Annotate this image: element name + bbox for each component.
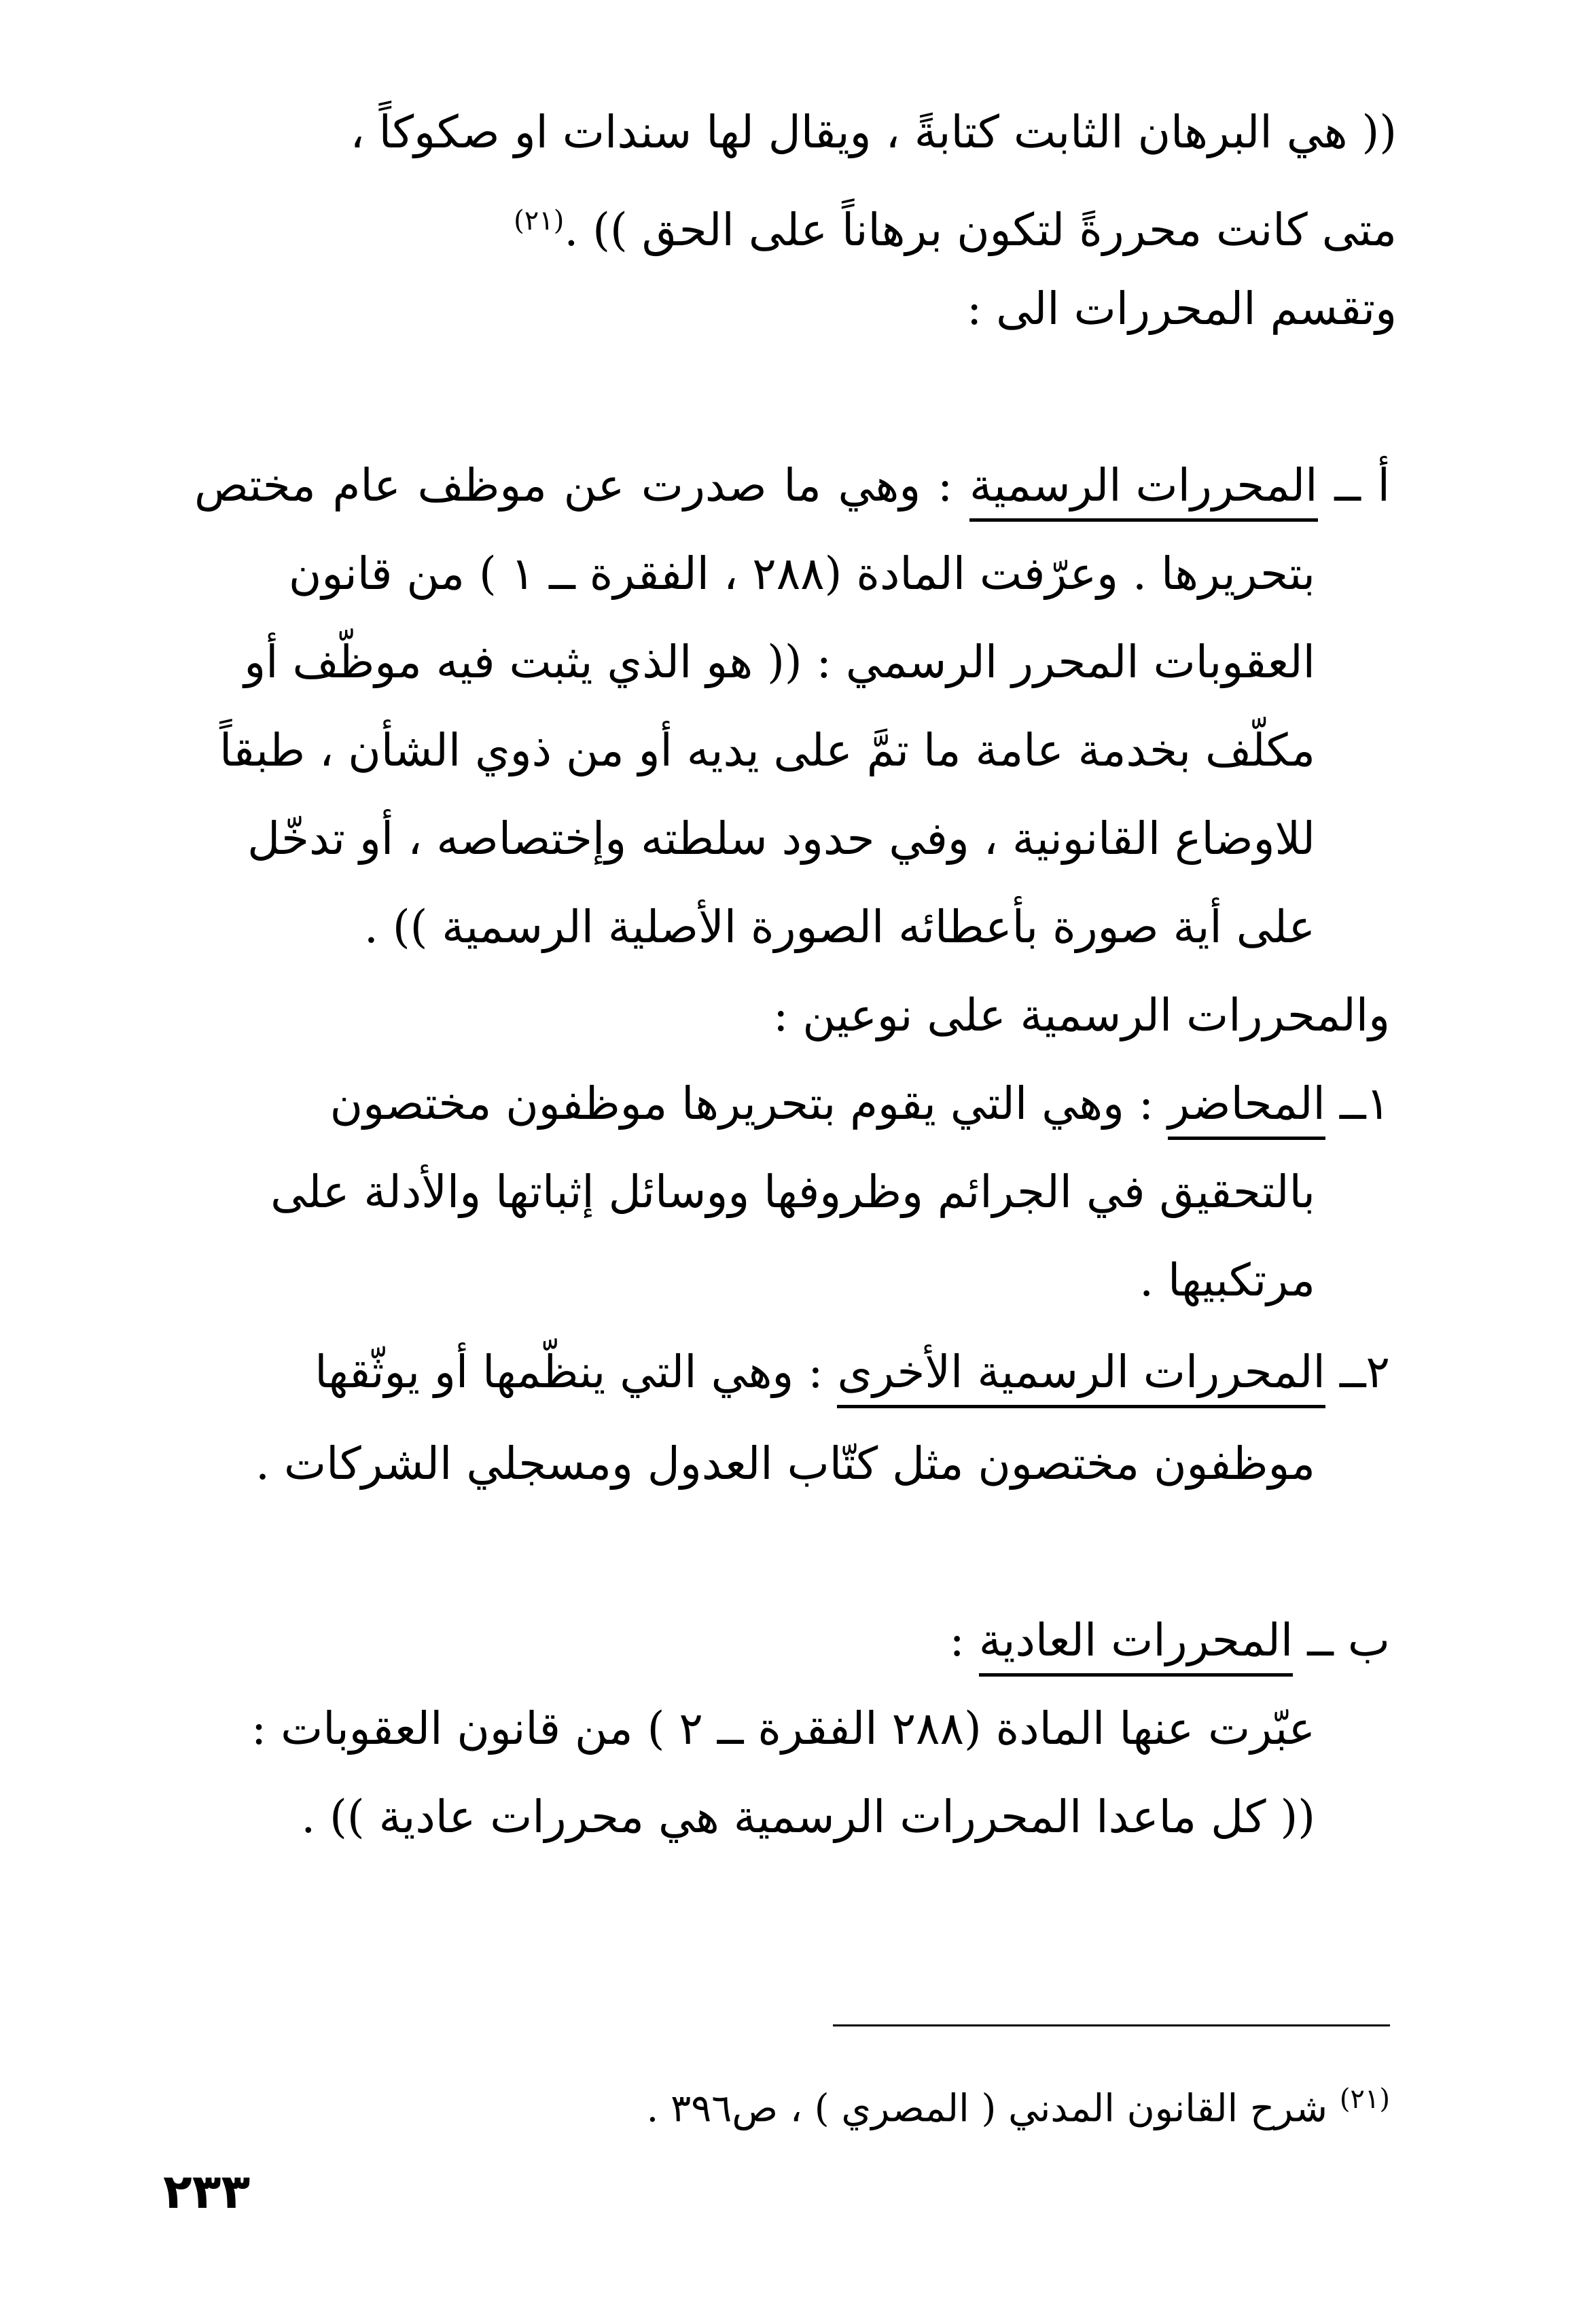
type-2-marker: ٢ــ — [1339, 1346, 1390, 1398]
section-a-line-3: العقوبات المحرر الرسمي : (( هو الذي يثبت فيه موظّف أو — [244, 636, 1315, 688]
section-a-line-2: بتحريرها . وعرّفت المادة (٢٨٨ ، الفقرة ــ ١ ) من قانون — [288, 548, 1315, 600]
section-b-line-3: (( كل ماعدا المحررات الرسمية هي محررات عادية )) . — [301, 1791, 1315, 1843]
quote-line-2-text: متى كانت محررةً لتكون برهاناً على الحق )) . — [564, 204, 1397, 256]
quote-line-2 — [514, 190, 1397, 261]
section-b-line-2: عبّرت عنها المادة (٢٨٨ الفقرة ــ ٢ ) من قانون العقوبات : — [251, 1702, 1315, 1755]
type-1-line-1 — [330, 1073, 1390, 1140]
section-a-line-4: مكلّف بخدمة عامة ما تمَّ على يديه أو من ذوي الشأن ، طبقاً — [219, 724, 1315, 776]
section-b-line-1 — [950, 1610, 1391, 1677]
section-b-marker: ب ــ — [1307, 1614, 1390, 1666]
type-2-line-1-rest: : وهي التي ينظّمها أو يوثّقها — [315, 1346, 823, 1398]
types-intro-line: والمحررات الرسمية على نوعين : — [773, 989, 1390, 1041]
footnote-ref-21: (٢١) — [514, 205, 565, 236]
type-1-marker: ١ــ — [1339, 1077, 1390, 1130]
section-a-line-5: للاوضاع القانونية ، وفي حدود سلطته وإختصاصه ، أو تدخّل — [247, 812, 1315, 865]
section-a-line-6: على أية صورة بأعطائه الصورة الأصلية الرسمية )) . — [363, 901, 1315, 953]
type-1-line-1-rest: : وهي التي يقوم بتحريرها موظفون مختصون — [329, 1077, 1154, 1130]
type-2-title: المحررات الرسمية الأخرى — [837, 1344, 1325, 1408]
type-2-line-1 — [315, 1342, 1390, 1408]
footnote-ref: (٢١) — [1339, 2084, 1390, 2115]
page-number: ٢٣٣ — [163, 2164, 251, 2219]
section-a-marker: أ ــ — [1334, 459, 1390, 512]
section-a-line-1 — [194, 455, 1390, 522]
section-a-line-1-rest: : وهي ما صدرت عن موظف عام مختص — [194, 459, 953, 512]
section-b-colon: : — [949, 1614, 965, 1666]
type-2-line-2: موظفون مختصون مثل كتّاب العدول ومسجلي الشركات . — [255, 1437, 1315, 1490]
type-1-line-2: بالتحقيق في الجرائم وظروفها ووسائل إثباتها والأدلة على — [270, 1166, 1315, 1218]
type-1-line-3: مرتكبيها . — [1139, 1254, 1315, 1306]
quote-line-1: (( هي البرهان الثابت كتابةً ، ويقال لها سندات او صكوكاً ، — [350, 106, 1397, 158]
footnote-separator — [833, 2024, 1390, 2026]
footnote — [647, 2072, 1390, 2137]
section-a-title: المحررات الرسمية — [969, 457, 1318, 522]
section-b-title: المحررات العادية — [979, 1612, 1293, 1677]
type-1-title: المحاضر — [1168, 1075, 1325, 1140]
footnote-text: شرح القانون المدني ( المصري ) ، ص٣٩٦ . — [646, 2086, 1327, 2131]
intro-line: وتقسم المحررات الى : — [966, 283, 1397, 335]
